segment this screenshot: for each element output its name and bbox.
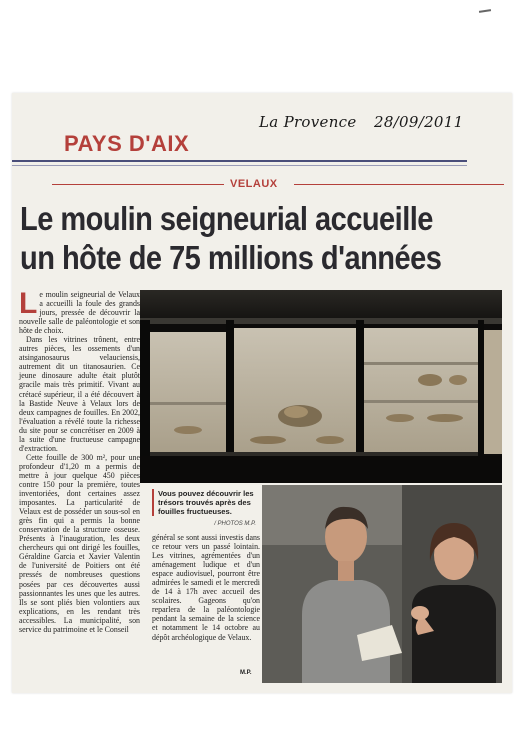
kicker-town: VELAUX [230,178,278,190]
headline-line-2: un hôte de 75 millions d'années [20,239,442,276]
section-rule [12,160,467,162]
drop-cap: L [19,287,38,320]
section-rule-thin [12,165,467,166]
article-paragraph: Dans les vitrines trônent, entre autres pièces, les ossements d'un atsinganosaurus velauciensis, autrement dit un titanosaurien. Ce jeune dinosaure adulte était plutôt gracile mais très primitif. Vivant au crétacé supérieur, il a été découvert à la Bastide Neuve à Velaux lors de deux campagnes de fouilles. En 2002, l'évaluation a révélé toute la richesse du site pour se concrétiser en 2009 à la suite d'une fructueuse campagne d'extraction. [19,335,140,453]
headline-line-1: Le moulin seigneurial accueille [20,200,433,237]
article-column-1 [19,287,140,634]
article-paragraph: général se sont aussi investis dans ce retour vers un passé lointain. Les vitrines, agrémentées d'un aménagement ludique et d'un espace audiovisuel, pourront être admirées le samedi et le mercredi de 14 à 17h avec accueil des scolaires. Gageons qu'on reparlera de la paléontologie pendant la semaine de la science et notamment le 14 octobre au dépôt archéologique de Velaux. [152,533,260,642]
article-paragraph: Cette fouille de 300 m², pour une profondeur d'1,20 m a permis de mettre à jour quelque 450 pièces contre 150 pour la première, toutes inventoriées, dont certaines assez imposantes. La particularité de Velaux est de posséder un sous-sol en grès fin qui a permis la bonne conservation de la structure osseuse. Présents à l'inauguration, les deux chercheurs qui ont dirigé les fouilles, Géraldine Garcia et Xavier Valentin de l'université de Poitiers ont été pressés de nombreuses questions posées par ces découvertes aussi passionnantes les unes que les autres. Ils se sont pliés bien volontiers aux explications, en les rendant très accessibles. La municipalité, son service du patrimoine et le Conseil [19,452,140,634]
section-title: PAYS D'AIX [64,131,190,156]
article-paragraph: Le moulin seigneurial de Velaux a accueilli la foule des grands jours, pressée de découvrir la nouvelle salle de paléontologie et son hôte de choix. [19,287,140,336]
photo-credit: / PHOTOS M.P. [214,521,256,527]
newspaper-clipping [12,93,512,693]
photo-caption: Vous pouvez découvrir les trésors trouvés après des fouilles fructueuses. [152,489,258,516]
kicker-rule-right [294,184,504,185]
kicker-rule-left [52,184,224,185]
photo-researchers [262,485,502,683]
scan-mark [479,9,491,13]
researchers-illustration [262,485,502,683]
vitrines-illustration [140,290,502,483]
handwritten-date: 28/09/2011 [374,113,464,131]
article-column-2 [152,533,260,642]
handwritten-source: La Provence [259,113,357,131]
photo-museum-vitrines [140,290,502,483]
headline [20,199,451,277]
article-author: M.P. [240,670,252,676]
